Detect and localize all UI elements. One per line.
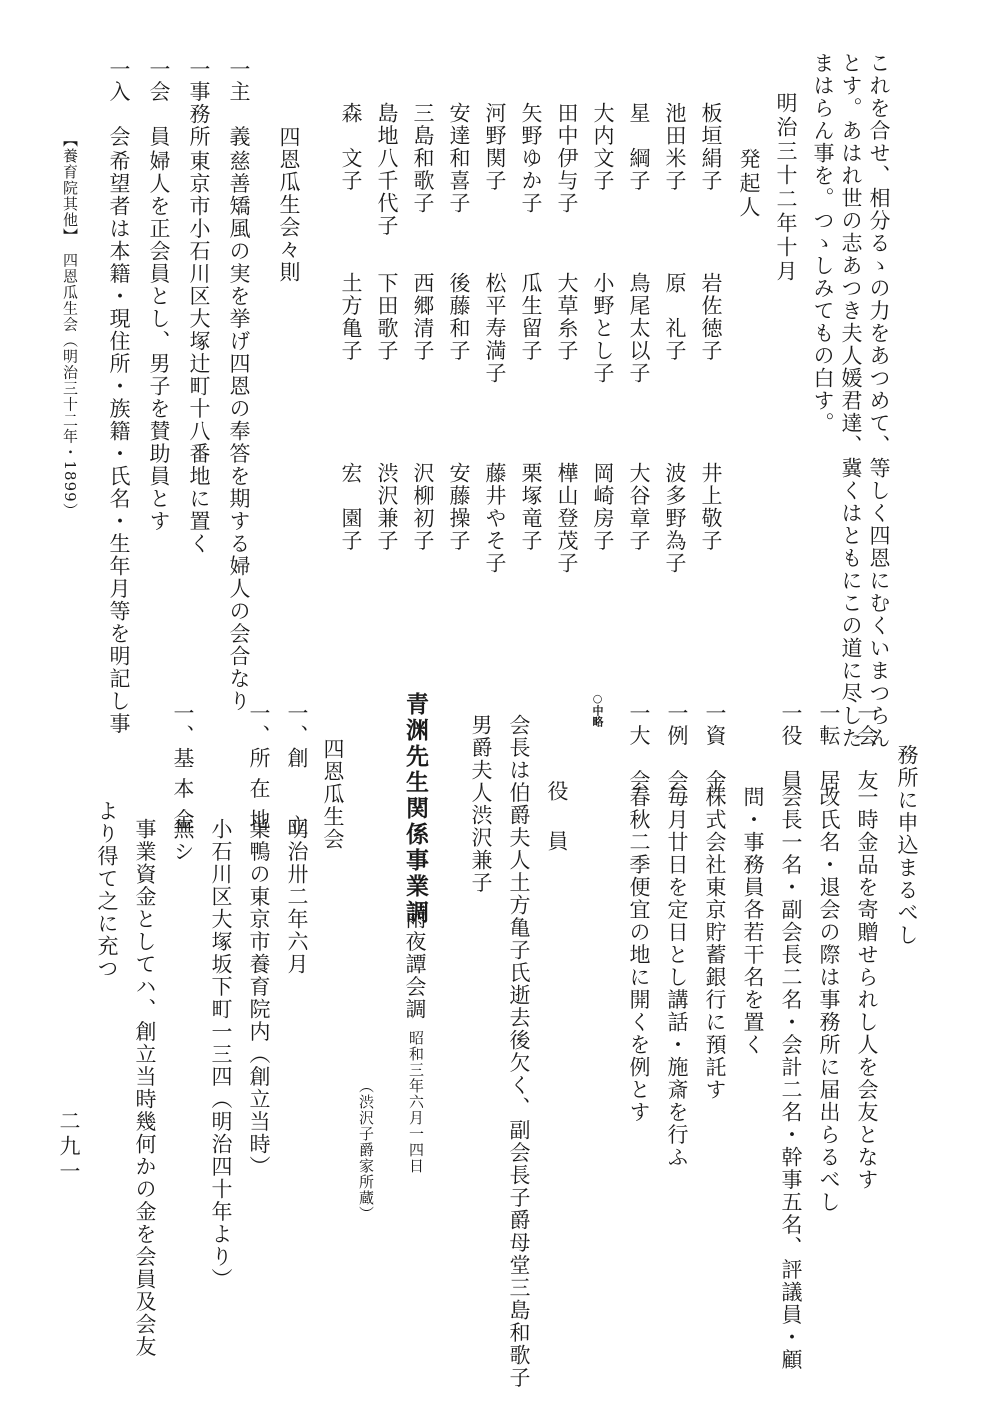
rule-label: 一事務所 bbox=[187, 58, 211, 148]
founder-name: 田中伊与子 bbox=[555, 102, 579, 215]
rule-label: 一大 会 bbox=[627, 702, 651, 792]
founder-name: 岡崎房子 bbox=[591, 462, 615, 552]
founder-name: 波多野為子 bbox=[663, 462, 687, 575]
rule-label: 一例 会 bbox=[665, 702, 689, 792]
officers-line-1: 会長は伯爵夫人土方亀子氏逝去後欠く、副会長子爵母堂三島和歌子 bbox=[507, 714, 531, 1389]
founder-name: 小野とし子 bbox=[591, 272, 615, 385]
founder-name: 池田米子 bbox=[663, 102, 687, 192]
source-title: 青渊先生関係事業調 bbox=[402, 692, 429, 926]
source-header: 【養育院其他】 四恩瓜生会（明治三十二年・1899） bbox=[61, 132, 79, 519]
founder-name: 渋沢兼子 bbox=[375, 462, 399, 552]
org-item-label: 一、所 在 地 bbox=[247, 702, 271, 831]
rule-text: 会長一名・副会長二名・会計二名・幹事五名、評議員・顧 bbox=[779, 786, 803, 1371]
founder-name: 板垣絹子 bbox=[699, 102, 723, 192]
preamble-line-2: とす。あはれ世の志あつき夫人媛君達、冀くはともにこの道に尽した bbox=[839, 52, 863, 750]
rule-text: 慈善矯風の実を挙げ四恩の奉答を期する婦人の会合なり bbox=[227, 150, 251, 713]
org-item-label: 一、基 本 金 bbox=[171, 702, 195, 831]
rule-text: 春秋二季便宜の地に開くを例とす bbox=[627, 786, 651, 1124]
founder-name: 宏 園子 bbox=[339, 462, 363, 552]
officers-line-2: 男爵夫人渋沢兼子 bbox=[469, 714, 493, 894]
rule-label: 一資 金 bbox=[703, 702, 727, 792]
source-owner: （渋沢子爵家所蔵） bbox=[357, 1078, 375, 1222]
founder-name: 松平寿満子 bbox=[483, 272, 507, 385]
rule-text: 改氏名・退会の際は事務所に届出らるべし bbox=[817, 786, 841, 1214]
founder-name: 瓜生留子 bbox=[519, 272, 543, 362]
omission-mark: ○中略 bbox=[591, 692, 604, 727]
org-item-text: 明治卅二年六月 bbox=[285, 818, 309, 976]
founder-name: 後藤和子 bbox=[447, 272, 471, 362]
founders-label: 発起人 bbox=[737, 148, 761, 220]
rule-text: 婦人を正会員とし、男子を賛助員とす bbox=[147, 150, 171, 533]
rule-label: 一転 居 bbox=[817, 702, 841, 792]
founder-name: 大内文子 bbox=[591, 102, 615, 192]
founder-name: 星 綱子 bbox=[627, 102, 651, 192]
founder-name: 大草糸子 bbox=[555, 272, 579, 362]
rule-label: 一会 員 bbox=[147, 58, 171, 148]
founder-name: 土方亀子 bbox=[339, 272, 363, 362]
org-item-label: 一、創 立 bbox=[285, 702, 309, 837]
rule-text: 株式会社東京貯蓄銀行に預託す bbox=[703, 786, 727, 1101]
rule-label: 一役 員 bbox=[779, 702, 803, 792]
rule-text: 東京市小石川区大塚辻町十八番地に置く bbox=[187, 150, 211, 555]
founder-name: 原 礼子 bbox=[663, 272, 687, 362]
founder-name: 下田歌子 bbox=[375, 272, 399, 362]
rule-text: 毎月廿日を定日とし講話・施斎を行ふ bbox=[665, 786, 689, 1169]
rule-label: 一主 義 bbox=[227, 58, 251, 148]
source-subtitle: 雨夜譚会調 bbox=[403, 908, 427, 1043]
page-number: 二九一 bbox=[57, 1110, 81, 1185]
rule-label: 一会 友 bbox=[855, 702, 879, 792]
rule-text: 希望者は本籍・現住所・族籍・氏名・生年月等を明記し事 bbox=[107, 150, 131, 735]
officers-title: 役 員 bbox=[545, 780, 569, 855]
founder-name: 西郷清子 bbox=[411, 272, 435, 362]
founder-name: 沢柳初子 bbox=[411, 462, 435, 552]
founder-name: 河野関子 bbox=[483, 102, 507, 192]
founder-name: 安達和喜子 bbox=[447, 102, 471, 215]
org-title: 四恩瓜生会 bbox=[321, 738, 345, 851]
org-item-text: 無シ bbox=[171, 818, 195, 863]
rule-text: 務所に申込まるべし bbox=[895, 744, 919, 947]
org-item-text: 小石川区大塚坂下町一三四（明治四十年より） bbox=[209, 818, 233, 1291]
founder-name: 井上敬子 bbox=[699, 462, 723, 552]
founder-name: 大谷章子 bbox=[627, 462, 651, 552]
date: 明治三十二年十月 bbox=[774, 92, 798, 284]
founder-name: 島地八千代子 bbox=[375, 102, 399, 237]
founder-name: 栗塚竜子 bbox=[519, 462, 543, 552]
preamble-line-3: まはらん事を。つゝしみてもの白す。 bbox=[811, 52, 835, 435]
org-item-text: 事業資金としてハ、創立当時幾何かの金を会員及会友 bbox=[133, 818, 157, 1358]
founder-name: 藤井やそ子 bbox=[483, 462, 507, 575]
founder-name: 樺山登茂子 bbox=[555, 462, 579, 575]
org-item-text: より得て之に充つ bbox=[95, 800, 119, 980]
rule-text: 問・事務員各若干名を置く bbox=[741, 786, 765, 1056]
source-date: 昭和三年六月一四日 bbox=[407, 1030, 425, 1174]
founder-name: 鳥尾太以子 bbox=[627, 272, 651, 385]
preamble-line-1: これを合せ、相分るゝの力をあつめて、等しく四恩にむくいまつらん bbox=[867, 52, 891, 750]
founder-name: 安藤操子 bbox=[447, 462, 471, 552]
org-item-text: 巣鴨の東京市養育院内（創立当時） bbox=[247, 818, 271, 1178]
founder-name: 矢野ゆか子 bbox=[519, 102, 543, 215]
rules-title: 四恩瓜生会々則 bbox=[277, 126, 301, 284]
rule-label: 一入 会 bbox=[107, 58, 131, 148]
founder-name: 三島和歌子 bbox=[411, 102, 435, 215]
founder-name: 森 文子 bbox=[339, 102, 363, 192]
founder-name: 岩佐徳子 bbox=[699, 272, 723, 362]
rule-text: 一時金品を寄贈せられし人を会友となす bbox=[855, 786, 879, 1191]
